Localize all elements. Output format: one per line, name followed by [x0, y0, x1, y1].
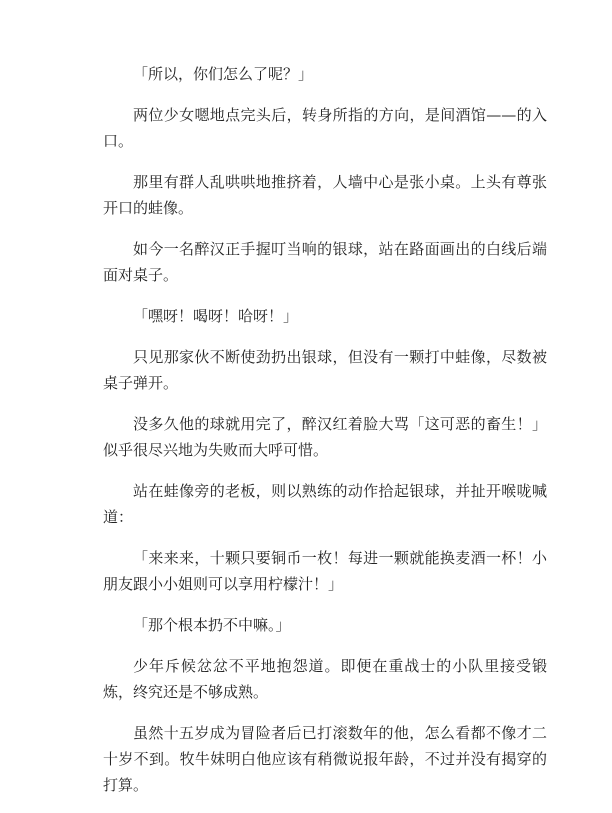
paragraph: 只见那家伙不断使劲扔出银球，但没有一颗打中蛙像，尽数被桌子弹开。 [103, 348, 547, 392]
paragraph: 「嘿呀！喝呀！哈呀！」 [133, 307, 299, 325]
paragraph: 那里有群人乱哄哄地推挤着，人墙中心是张小桌。上头有尊张开口的蛙像。 [103, 173, 547, 217]
paragraph: 如今一名醉汉正手握叮当响的银球，站在路面画出的白线后端面对桌子。 [103, 240, 547, 284]
paragraph: 「来来来，十颗只要铜币一枚！每进一颗就能换麦酒一杯！小朋友跟小小姐则可以享用柠檬汁！」 [103, 549, 547, 593]
paragraph: 站在蛙像旁的老板，则以熟练的动作拾起银球，并扯开喉咙喊道： [103, 482, 547, 526]
paragraph: 「所以，你们怎么了呢？」 [133, 65, 314, 83]
paragraph: 少年斥候忿忿不平地抱怨道。即便在重战士的小队里接受锻炼，终究还是不够成熟。 [103, 657, 547, 701]
paragraph: 虽然十五岁成为冒险者后已打滚数年的他，怎么看都不像才二十岁不到。牧牛妹明白他应该有稍微说报年龄，不过并没有揭穿的打算。 [103, 724, 547, 794]
paragraph: 没多久他的球就用完了，醉汉红着脸大骂「这可恶的畜生！」似乎很尽兴地为失败而大呼可惜。 [103, 415, 547, 459]
paragraph: 「那个根本扔不中嘛。」 [133, 616, 291, 634]
paragraph: 两位少女嗯地点完头后，转身所指的方向，是间酒馆——的入口。 [103, 106, 547, 150]
body-text [103, 61, 547, 813]
